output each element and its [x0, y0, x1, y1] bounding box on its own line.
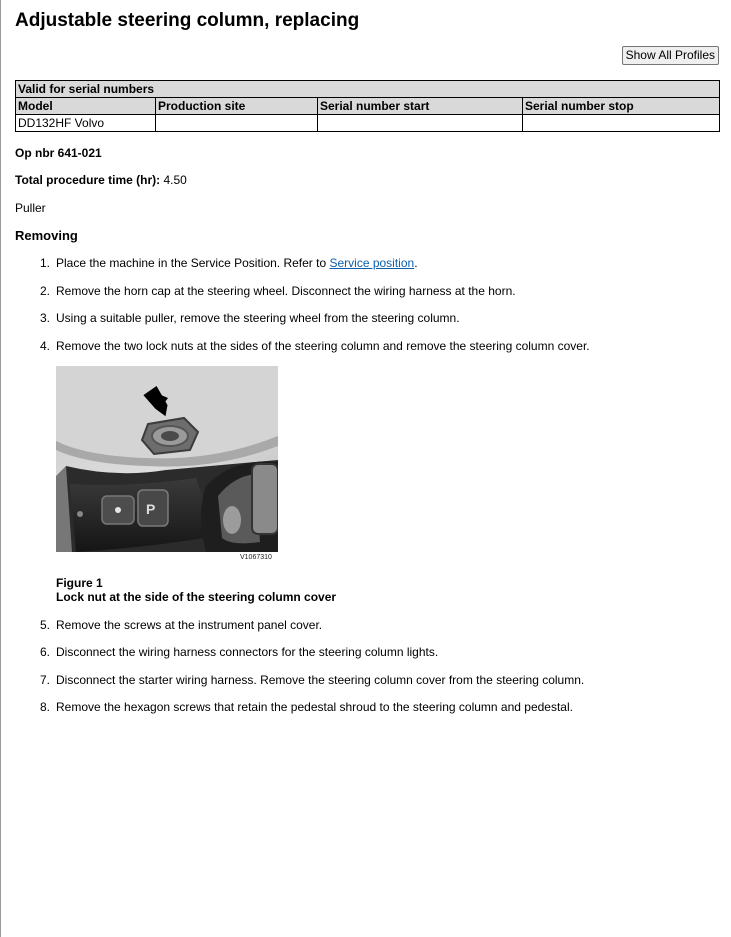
- table-row: [16, 115, 720, 132]
- column-header-production-site: Production site: [156, 98, 318, 115]
- step-item: [35, 673, 584, 687]
- figure-caption: [56, 576, 336, 604]
- lock-nut-photo: [56, 366, 278, 552]
- step-item: [35, 256, 418, 270]
- figure-label: Figure 1: [56, 576, 103, 590]
- step-text-end: .: [414, 256, 418, 270]
- figure-description: Lock nut at the side of the steering column cover: [56, 590, 337, 604]
- table-caption: Valid for serial numbers: [16, 81, 720, 98]
- step-text: Disconnect the wiring harness connectors for the steering column lights.: [56, 645, 439, 659]
- column-header-serial-stop: Serial number stop: [523, 98, 720, 115]
- cell-serial-start: [318, 115, 523, 132]
- step-text: Disconnect the starter wiring harness. Remove the steering column cover from the steering column.: [56, 673, 585, 687]
- procedure-time-label: Total procedure time (hr):: [15, 173, 161, 187]
- tool-requirement: Puller: [15, 201, 46, 215]
- cell-production-site: [156, 115, 318, 132]
- step-number: 2.: [39, 284, 50, 298]
- step-number: 6.: [39, 645, 50, 659]
- step-item: [35, 339, 590, 353]
- step-item: [35, 645, 438, 659]
- page-title: Adjustable steering column, replacing: [15, 10, 360, 31]
- table-header-row: [16, 98, 720, 115]
- step-item: [35, 311, 460, 325]
- cell-model: DD132HF Volvo: [16, 115, 156, 132]
- step-number: 5.: [39, 618, 50, 632]
- step-text: Remove the screws at the instrument panel cover.: [56, 618, 323, 632]
- show-all-profiles-button[interactable]: Show All Profiles: [622, 46, 719, 65]
- step-text: Remove the hexagon screws that retain the pedestal shroud to the steering column and pedestal.: [56, 700, 573, 714]
- figure-code: V1067310: [240, 554, 272, 561]
- step-item: [35, 284, 516, 298]
- section-heading-removing: Removing: [15, 228, 78, 243]
- step-number: 1.: [39, 256, 50, 270]
- step-item: [35, 700, 573, 714]
- procedure-time-value: 4.50: [163, 173, 187, 187]
- procedure-time: [15, 173, 187, 187]
- svg-text:P: P: [146, 501, 156, 517]
- step-number: 4.: [39, 339, 50, 353]
- step-item: [35, 618, 322, 632]
- step-text: Remove the two lock nuts at the sides of the steering column and remove the steering column cover.: [56, 339, 590, 353]
- step-text: Remove the horn cap at the steering wheel. Disconnect the wiring harness at the horn.: [56, 284, 516, 298]
- serial-numbers-table: [15, 80, 720, 132]
- step-number: 8.: [39, 700, 50, 714]
- column-header-serial-start: Serial number start: [318, 98, 523, 115]
- step-number: 7.: [39, 673, 50, 687]
- column-header-model: Model: [16, 98, 156, 115]
- table-caption-row: [16, 81, 720, 98]
- op-number: Op nbr 641-021: [15, 146, 102, 160]
- service-position-link[interactable]: Service position: [329, 256, 415, 270]
- step-number: 3.: [39, 311, 50, 325]
- step-text: Using a suitable puller, remove the steering wheel from the steering column.: [56, 311, 460, 325]
- cell-serial-stop: [523, 115, 720, 132]
- step-text: Place the machine in the Service Position. Refer to: [56, 256, 330, 270]
